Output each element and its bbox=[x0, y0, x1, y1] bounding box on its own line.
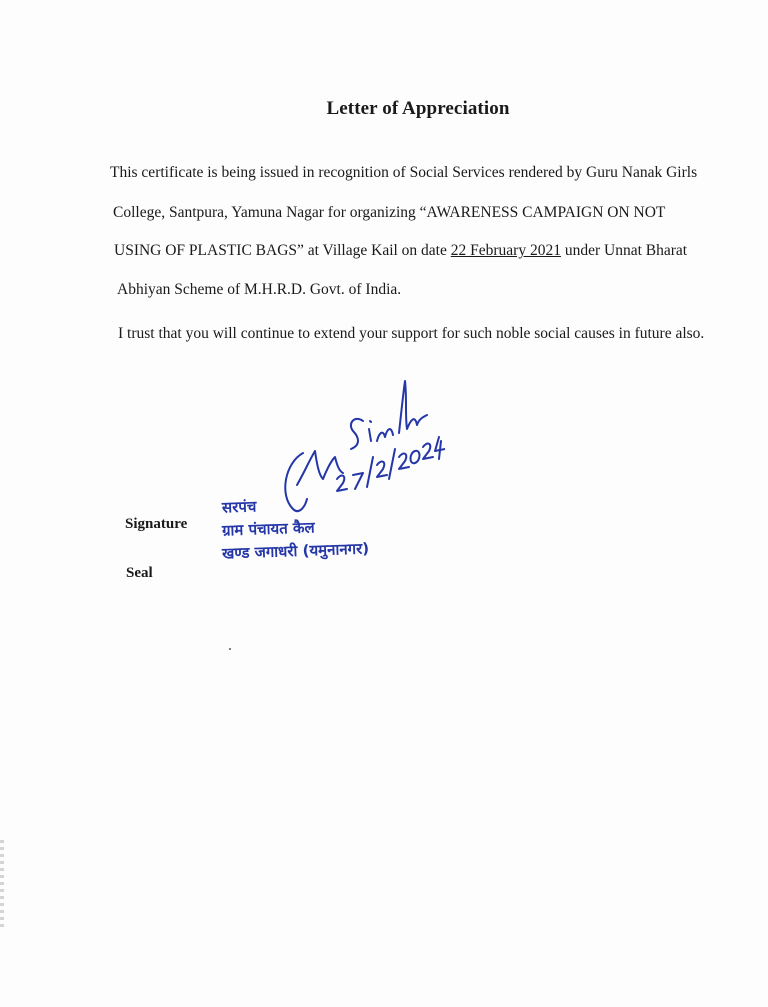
stamp-line-1: सरपंच bbox=[221, 497, 257, 517]
stamp-line-3: खण्ड जगाधरी (यमुनानगर) bbox=[221, 539, 370, 563]
body-line-3 bbox=[114, 242, 687, 260]
signature-label: Signature bbox=[125, 516, 188, 532]
stray-mark bbox=[229, 648, 231, 650]
body-line-1: This certificate is being issued in recognition of Social Services rendered by Guru Nanak Girls bbox=[110, 164, 698, 181]
stamp-line-2: ग्राम पंचायत कैल bbox=[221, 518, 315, 540]
letter-title: Letter of Appreciation bbox=[326, 98, 510, 119]
handwritten-signature bbox=[275, 375, 445, 525]
seal-label: Seal bbox=[126, 565, 153, 581]
body-line-4: Abhiyan Scheme of M.H.R.D. Govt. of India. bbox=[117, 281, 402, 298]
body-line-3-start: USING OF PLASTIC BAGS” at Village Kail on date bbox=[114, 242, 451, 259]
closing-line: I trust that you will continue to extend your support for such noble social causes in future also. bbox=[118, 325, 705, 342]
body-line-2: College, Santpura, Yamuna Nagar for organizing “AWARENESS CAMPAIGN ON NOT bbox=[113, 204, 666, 221]
event-date: 22 February 2021 bbox=[450, 242, 561, 259]
body-line-3-end: under Unnat Bharat bbox=[560, 242, 688, 259]
scan-edge-mark bbox=[0, 840, 4, 930]
